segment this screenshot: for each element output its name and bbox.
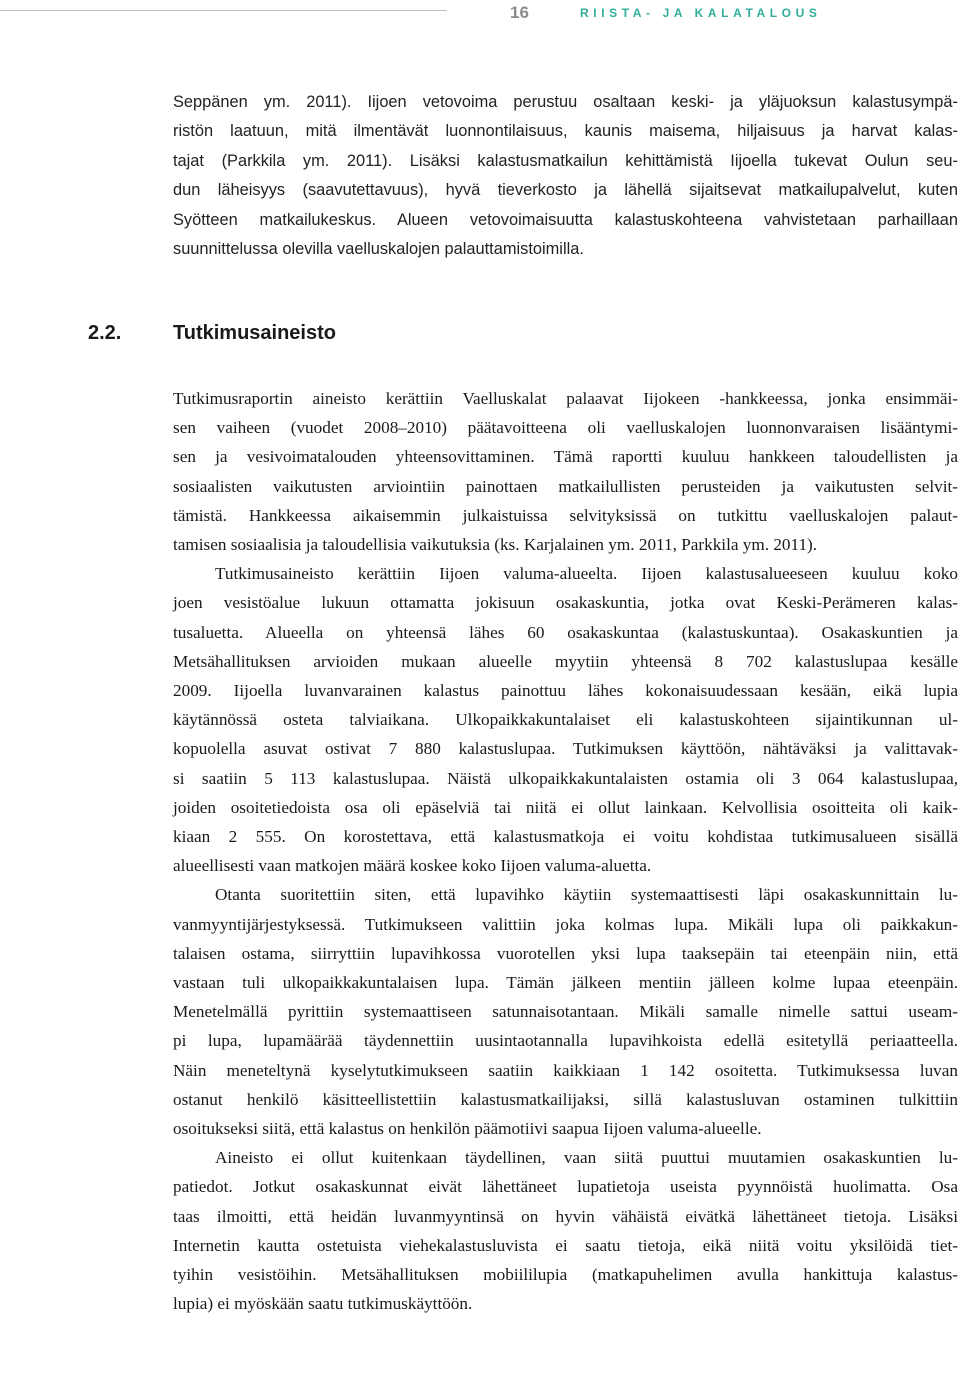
text-line: dun läheisyys (saavutettavuus), hyvä tieverkosto ja lähellä sijaitsevat matkailupalvelut, kuten (173, 181, 958, 200)
text-line: tajat (Parkkila ym. 2011). Lisäksi kalastusmatkailun kehittämistä Iijoella tukevat Oulun seu- (173, 151, 958, 170)
running-header: RIISTA- JA KALATALOUS (580, 6, 822, 20)
text-line: talaisen ostama, siirryttiin lupavihkossa vuorotellen yksi lupa taaksepäin tai eteenpäin niin, että (173, 943, 958, 963)
intro-paragraph (173, 88, 958, 264)
text-line: patiedot. Jotkut osakaskunnat eivät lähettäneet lupatietoja useista pyynnöistä huolimatta. Osa (173, 1177, 958, 1197)
section-number: 2.2. (88, 322, 122, 344)
text-line: si saatiin 5 113 kalastuslupaa. Näistä ulkopaikkakuntalaisten ostamia oli 3 064 kalastuslupaa, (173, 768, 958, 788)
text-line: osoitukseksi siitä, että kalastus on henkilön päämotiivi saapua Iijoen valuma-alueelle. (173, 1119, 762, 1139)
text-line: tusaluetta. Alueella on yhteensä lähes 60 osakaskuntaa (kalastuskuntaa). Osakaskuntien ja (173, 622, 958, 642)
text-line: tämistä. Hankkeessa aikaisemmin julkaistuissa selvityksissä on tutkittu vaelluskalojen palaut- (173, 505, 958, 525)
text-line: suunnittelussa olevilla vaelluskalojen palauttamistoimilla. (173, 240, 584, 259)
paragraph (173, 559, 958, 880)
text-line: Näin meneteltynä kyselytutkimukseen saatiin kaikkiaan 1 142 osoitetta. Tutkimuksessa luvan (173, 1060, 958, 1080)
section-title: Tutkimusaineisto (173, 322, 336, 344)
page-header (0, 0, 960, 30)
text-line: Aineisto ei ollut kuitenkaan täydellinen, vaan siitä puuttui muutamien osakaskuntien lu- (215, 1148, 958, 1168)
text-line: käytännössä osteta talviaikana. Ulkopaikkakuntalaiset eli kalastuskohteen sijaintikunnan ul- (173, 710, 958, 730)
text-line: Syötteen matkailukeskus. Alueen vetovoimaisuutta kalastuskohteena vahvistetaan parhaillaan (173, 210, 958, 229)
text-line: Menetelmällä pyrittiin systemaattiseen satunnaisotantaan. Mikäli samalle nimelle sattui useam- (173, 1002, 958, 1022)
text-line: tyihin vesistöihin. Metsähallituksen mobiililupia (matkapuhelimen avulla hankittuja kalastus- (173, 1265, 958, 1285)
text-line: Internetin kautta ostetuista viehekalastusluvista ei saatu tietoja, eikä niitä voitu yksilöidä tiet- (173, 1235, 958, 1255)
page-number: 16 (510, 3, 529, 22)
text-line: taas ilmoitti, että heidän luvanmyyntinsä on hyvin vähäistä eivätkä lähettäneet tietoja. Lisäksi (173, 1206, 958, 1226)
text-line: Seppänen ym. 2011). Iijoen vetovoima perustuu osaltaan keski- ja yläjuoksun kalastusympä- (173, 93, 958, 111)
text-line: sen vaiheen (vuodet 2008–2010) päätavoitteena oli vaelluskalojen luonnonvaraisen lisääntymi- (173, 418, 958, 438)
text-line: ostanut henkilö käsitteellistettiin kalastusmatkailijaksi, sillä kalastusluvan ostaminen tulkittiin (173, 1089, 958, 1109)
paragraph (173, 880, 958, 1143)
text-line: vastaan tuli ulkopaikkakuntalaisen lupa. Tämän jälkeen mentiin jälleen kolme lupaa eteenpäin. (173, 973, 958, 993)
text-line: ristön laatuun, mitä ilmentävät luonnontilaisuus, kaunis maisema, hiljaisuus ja harvat kalas- (173, 122, 958, 141)
text-line: joen vesistöalue lukuun ottamatta jokisuun osakaskuntia, jotka ovat Keski-Perämeren kalas- (173, 593, 958, 613)
text-line: Metsähallituksen arvioiden mukaan alueelle myytiin yhteensä 8 702 kalastuslupaa kesälle (173, 651, 958, 671)
text-line: pi lupa, lupamäärää täydennettiin uusintaotannalla lupavihkoista edellä esitetyllä periaatteella. (173, 1031, 958, 1051)
paragraph (173, 384, 958, 559)
header-rule (0, 10, 447, 11)
text-line: kopuolella asuvat ostivat 7 880 kalastuslupaa. Tutkimuksen käyttöön, nähtäväksi ja valittavak- (173, 739, 958, 759)
text-line: Tutkimusraportin aineisto kerättiin Vaelluskalat palaavat Iijokeen -hankkeessa, jonka ensimmäi- (173, 389, 958, 408)
text-line: tamisen sosiaalisia ja taloudellisia vaikutuksia (ks. Karjalainen ym. 2011, Parkkila ym. 2011). (173, 535, 818, 555)
text-line: lupia) ei myöskään saatu tutkimuskäyttöön. (173, 1294, 473, 1314)
text-line: kiaan 2 555. On korostettava, että kalastusmatkoja ei voitu kohdistaa tutkimusalueen sisällä (173, 827, 958, 847)
section-body (173, 384, 958, 1319)
text-line: Tutkimusaineisto kerättiin Iijoen valuma-alueelta. Iijoen kalastusalueeseen kuuluu koko (215, 564, 958, 584)
text-line: alueellisesti vaan matkojen määrä koskee koko Iijoen valuma-aluetta. (173, 856, 652, 876)
paragraph (173, 1143, 958, 1318)
text-line: sosiaalisten vaikutusten arviointiin painottaen matkailullisten perusteiden ja vaikutusten selvit- (173, 476, 958, 496)
text-line: 2009. Iijoella luvanvarainen kalastus painottuu lähes kokonaisuudessaan kesään, eikä lupia (173, 681, 958, 701)
text-line: sen ja vesivoimatalouden yhteensovittaminen. Tämä raportti kuuluu hankkeen taloudellisten ja (173, 447, 958, 467)
text-line: vanmyyntijärjestyksessä. Tutkimukseen valittiin joka kolmas lupa. Mikäli lupa oli paikkakun- (173, 914, 958, 934)
text-line: Otanta suoritettiin siten, että lupavihko käytiin systemaattisesti läpi osakaskunnittain lu- (215, 885, 958, 905)
section-heading (88, 322, 336, 345)
text-line: joiden osoitetiedoista osa oli epäselviä tai niitä ei ollut lainkaan. Kelvollisia osoitteita oli kaik- (173, 797, 958, 817)
